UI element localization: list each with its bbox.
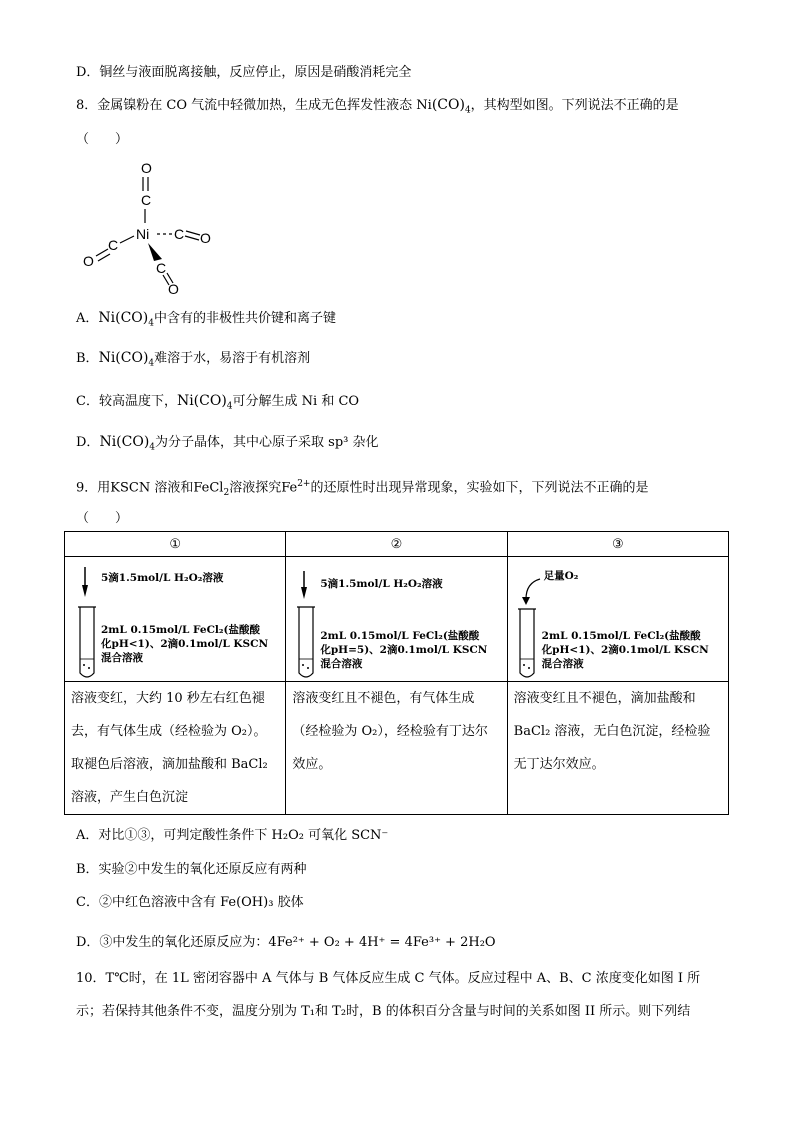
exp-header-1: ① [65, 532, 286, 557]
solution-1-line1: 2mL 0.15mol/L FeCl₂(盐酸酸 [101, 624, 260, 636]
q8-stem-b: ，其构型如图。下列说法不正确的是 [470, 98, 679, 113]
result-3: 溶液变红且不褪色，滴加盐酸和 BaCl₂ 溶液，无白色沉淀，经检验 无丁达尔效应。 [507, 682, 728, 815]
left-o-label: O [83, 253, 94, 269]
q9-stem: 9．用KSCN 溶液和FeCl$_2$溶液探究$Fe^{2+}$的还原性时出现异常现象，实验如下，下列说法不正确的是 [76, 479, 649, 498]
solution-2-line3: 混合溶液 [320, 658, 363, 670]
q9-answer-paren: （ ） [76, 511, 129, 526]
exp-setup-1 [65, 557, 286, 682]
top-o-label: O [141, 160, 152, 176]
exp-header-3: ③ [507, 532, 728, 557]
q8-option-c: C．较高温度下，$Ni(CO)_4$可分解生成 Ni 和 CO [76, 393, 360, 412]
q9-option-a: A．对比①③，可判定酸性条件下 H₂O₂ 可氧化 SCN⁻ [76, 828, 389, 843]
result-1: 溶液变红，大约 10 秒左右红色褪 去，有气体生成（经检验为 O₂）。 取褪色后溶液，滴加盐酸和 BaCl₂ 溶液，产生白色沉淀 [65, 682, 286, 815]
solution-1-line3: 混合溶液 [101, 652, 143, 664]
dropper-tube-icon [296, 569, 318, 683]
right-o-label: O [200, 230, 211, 246]
q9-option-d: D．③中发生的氧化还原反应为：4Fe²⁺ + O₂ + 4H⁺ = 4Fe³⁺ + 2H₂O [76, 935, 496, 950]
q8-stem-sub: 4 [464, 105, 471, 116]
bottom-c-label: C [156, 260, 167, 276]
reagent-2: 5滴1.5mol/L H₂O₂溶液 [320, 578, 443, 590]
q8-option-d: D．$Ni(CO)_4$为分子晶体，其中心原子采取 sp³ 杂化 [76, 434, 379, 453]
top-c-label: C [141, 192, 152, 208]
q8-stem-a: 8．金属镍粉在 CO 气流中轻微加热，生成无色挥发性液态 Ni [76, 98, 432, 113]
solution-3-line2: 化pH<1)、2滴0.1mol/L KSCN [541, 644, 709, 656]
exp-header-2: ② [286, 532, 507, 557]
exp-setup-3 [507, 557, 728, 682]
q8-answer-paren: （ ） [76, 132, 129, 147]
q9-option-c: C．②中红色溶液中含有 Fe(OH)₃ 胶体 [76, 895, 304, 910]
q9-option-b: B．实验②中发生的氧化还原反应有两种 [76, 862, 307, 877]
solution-3-line3: 混合溶液 [541, 658, 584, 670]
ni-co4-structure [78, 155, 218, 295]
center-ni-label: Ni [136, 226, 150, 242]
exp-setup-2 [286, 557, 507, 682]
solution-3-line1: 2mL 0.15mol/L FeCl₂(盐酸酸 [541, 630, 701, 642]
q8-stem [76, 95, 679, 121]
bottom-o-label: O [168, 281, 179, 295]
reagent-1: 5滴1.5mol/L H₂O₂溶液 [101, 572, 224, 584]
q10-line1: 10．T℃时，在 1L 密闭容器中 A 气体与 B 气体反应生成 C 气体。反应过程中 A、B、C 浓度变化如图 I 所 [76, 971, 701, 986]
q8-option-a: A．$Ni(CO)_4$中含有的非极性共价键和离子键 [76, 310, 336, 329]
right-c-label: C [174, 226, 185, 242]
solution-2-line1: 2mL 0.15mol/L FeCl₂(盐酸酸 [320, 630, 480, 642]
reagent-3: 足量O₂ [543, 570, 579, 582]
dropper-tube-icon [77, 565, 99, 683]
left-c-label: C [108, 237, 119, 253]
q8-option-b: B．$Ni(CO)_4$难溶于水，易溶于有机溶剂 [76, 350, 311, 369]
q7-option-d: D．铜丝与液面脱离接触，反应停止，原因是硝酸消耗完全 [76, 65, 412, 80]
result-2: 溶液变红且不褪色，有气体生成 （经检验为 O₂），经检验有丁达尔 效应。 [286, 682, 507, 815]
solution-2-line2: 化pH=5)、2滴0.1mol/L KSCN [320, 644, 488, 656]
solution-1-line2: 化pH<1)、2滴0.1mol/L KSCN [101, 638, 269, 650]
q10-line2: 示；若保持其他条件不变，温度分别为 T₁和 T₂时，B 的体积百分含量与时间的关系如图 II 所示。则下列结 [76, 1004, 691, 1019]
experiment-table [64, 531, 729, 815]
q8-stem-formula: (CO) [431, 97, 465, 113]
